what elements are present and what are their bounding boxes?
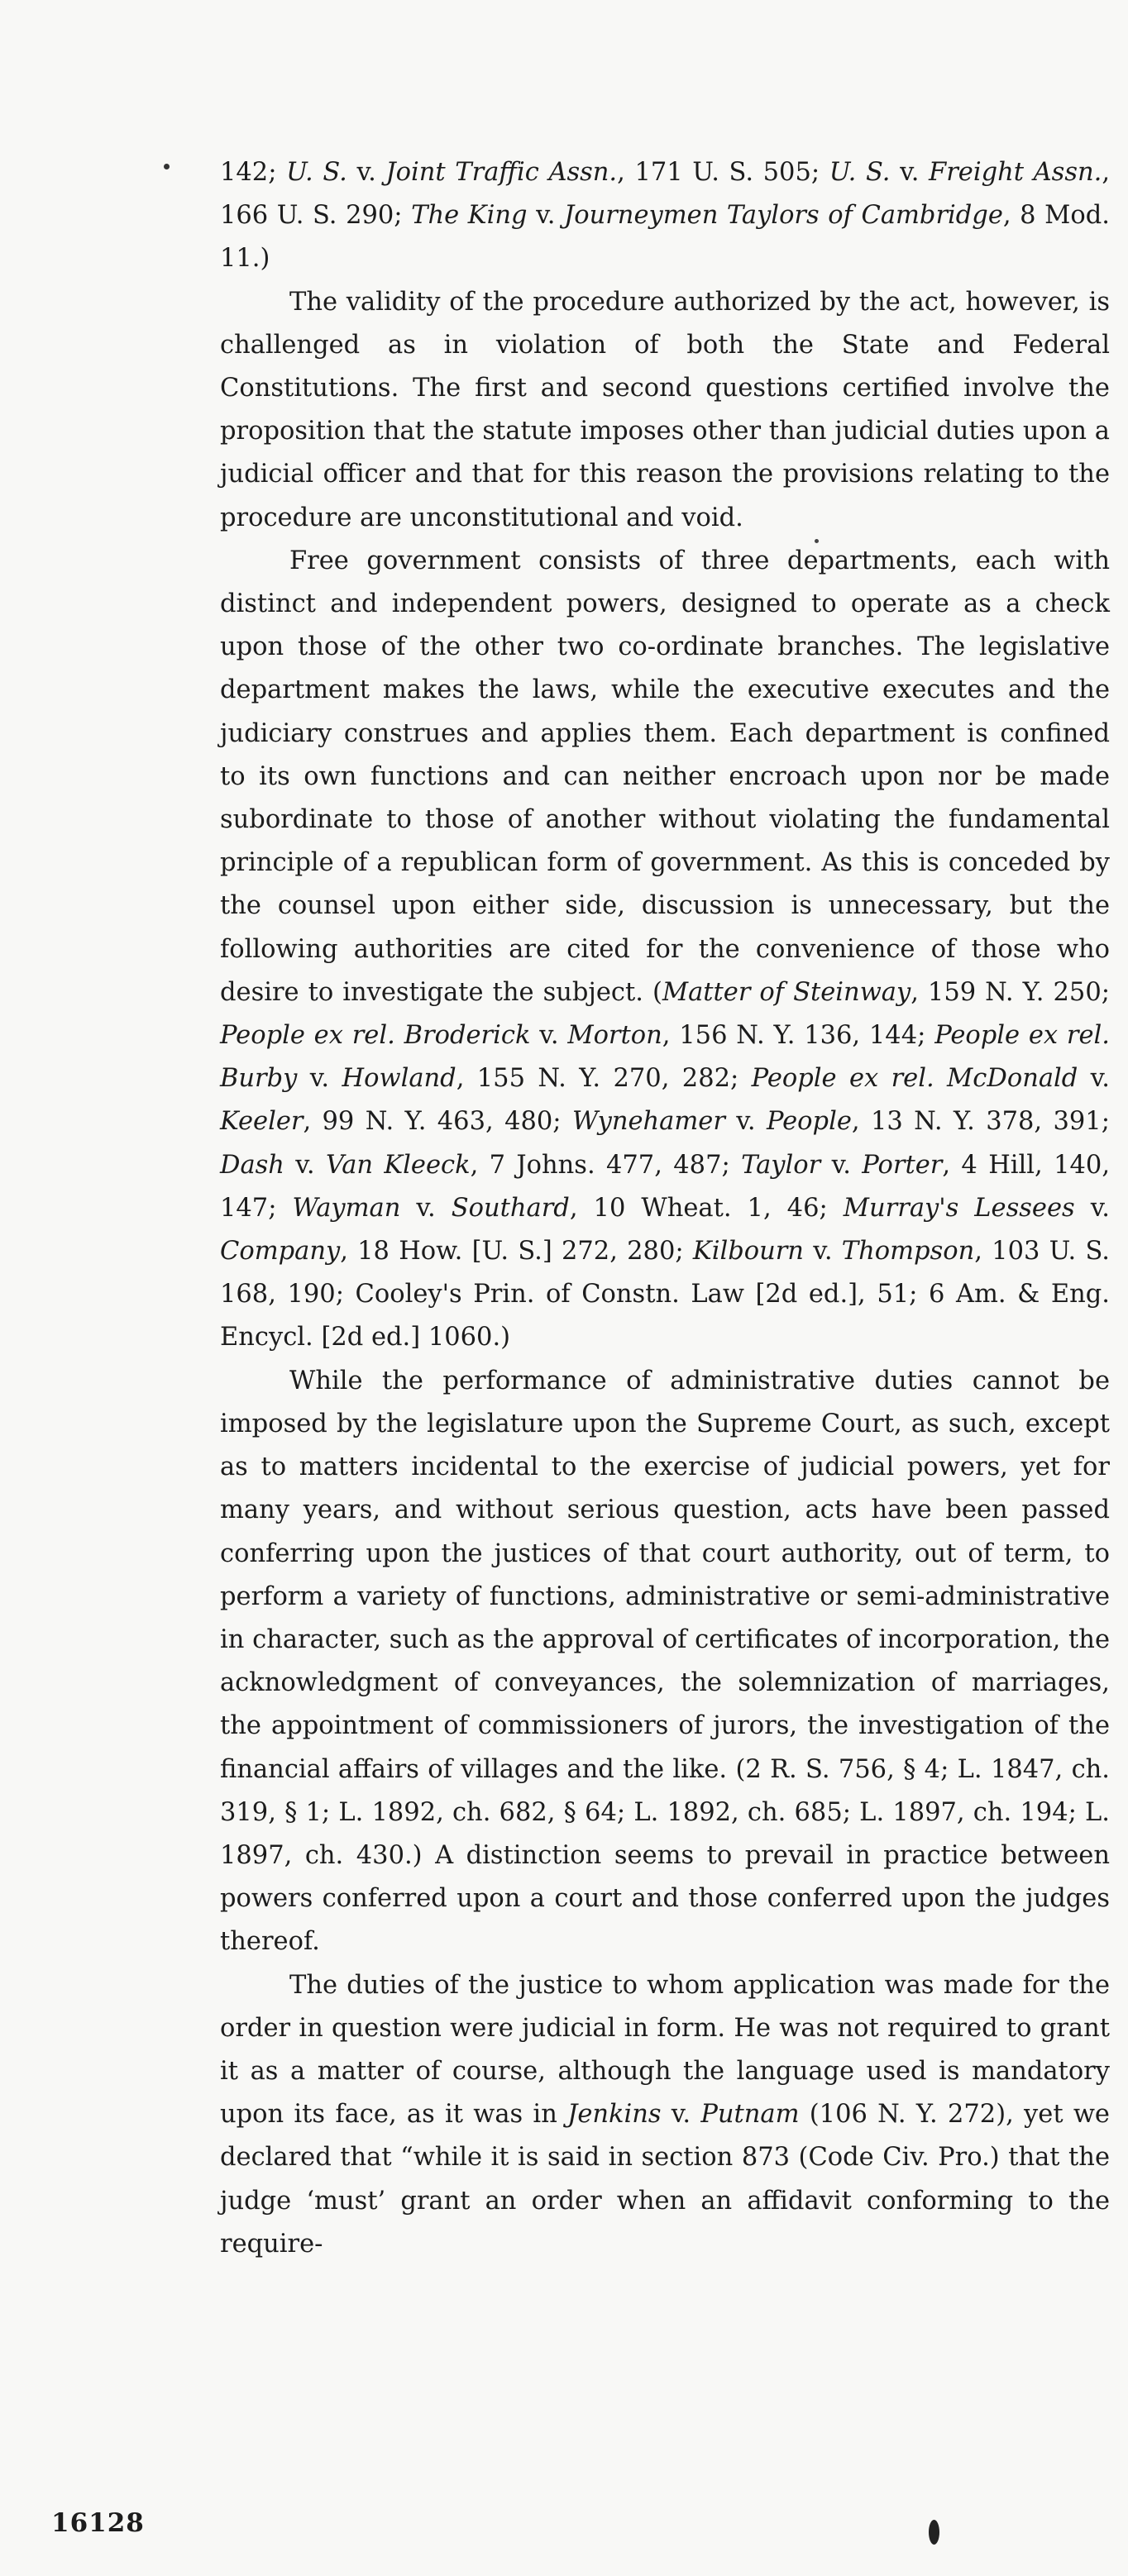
text-run: v. xyxy=(1074,1193,1110,1223)
case-name-italic: Company xyxy=(220,1237,341,1267)
paragraph-free-government xyxy=(220,540,1110,1360)
text-run: , 103 U. S. 168, 190; Cooley's Prin. of Constn. Law [2d ed.], 51; 6 Am. & Eng. Encycl. [2d ed.] 1060.) xyxy=(220,1237,1110,1352)
text-run: The validity of the procedure authorized by the act, however, is challenged as in violation of both the State and Federal Constitutions. The first and second questions certified involve the proposition that the statute imposes other than judicial duties upon a judicial officer and that for this reason the provisions relating to the procedure are unconstitutional and void. xyxy=(220,287,1110,532)
text-run: , 18 How. [U. S.] 272, 280; xyxy=(340,1237,693,1267)
text-run: , 4 Hill, 140, 147; xyxy=(220,1150,1111,1223)
case-name-italic: Howland xyxy=(342,1064,456,1094)
text-run: v. xyxy=(820,1150,863,1180)
text-run: v. xyxy=(1078,1064,1110,1094)
case-name-italic: Murray's Lessees xyxy=(843,1193,1075,1223)
text-run: The duties of the justice to whom application was made for the order in question were judicial in form. He was not required to grant it as a matter of course, although the language used is mandatory upon its face, as it was in xyxy=(220,1970,1110,2130)
text-run: (106 N. Y. 272), yet we declared that “while it is said in section 873 (Code Civ. Pro.) that the judge ‘must’ grant an order when an affidavit conforming to the require- xyxy=(220,2100,1110,2259)
case-name-italic: Freight Assn. xyxy=(929,158,1102,187)
text-run: , 99 N. Y. 463, 480; xyxy=(303,1107,572,1137)
body-text xyxy=(220,151,1110,2266)
paragraph-duties-of-justice xyxy=(220,1964,1110,2266)
text-run: v. xyxy=(297,1064,342,1094)
text-run: , 7 Johns. 477, 487; xyxy=(470,1150,742,1180)
case-name-italic: Dash xyxy=(220,1150,284,1180)
text-run: v. xyxy=(661,2100,701,2130)
case-name-italic: People ex rel. McDonald xyxy=(751,1064,1078,1094)
case-name-italic: Putnam xyxy=(700,2100,800,2130)
case-name-italic: Matter of Steinway xyxy=(662,977,911,1007)
paragraph-citation-continuation xyxy=(220,151,1110,281)
text-run: v. xyxy=(284,1150,326,1180)
margin-dot-mark xyxy=(164,164,170,169)
ink-smudge-mark xyxy=(929,2520,939,2545)
text-run: While the performance of administrative duties cannot be imposed by the legislature upon the Supreme Court, as such, except as to matters incidental to the exercise of judicial powers, yet for many years, and without serious question, acts have been passed conferring upon the justices of that court authority, out of term, to perform a variety of functions, administrative or semi-administrative in character, such as the approval of certificates of incorporation, the acknowledgment of conveyances, the solemnization of marriages, the appointment of commissioners of jurors, the investigation of the financial affairs of villages and the like. (2 R. S. 756, § 4; L. 1847, ch. 319, § 1; L. 1892, ch. 682, § 64; L. 1892, ch. 685; L. 1897, ch. 194; L. 1897, ch. 430.) A distinction seems to prevail in practice between powers conferred upon a court and those conferred upon the judges thereof. xyxy=(220,1366,1110,1957)
text-run: , 10 Wheat. 1, 46; xyxy=(569,1193,844,1223)
case-name-italic: People xyxy=(766,1107,852,1137)
case-name-italic: Thompson xyxy=(841,1237,975,1267)
case-name-italic: Van Kleeck xyxy=(325,1150,471,1180)
page-number: 16128 xyxy=(51,2508,145,2538)
text-run: , 159 N. Y. 250; xyxy=(911,977,1110,1007)
case-name-italic: The King xyxy=(411,201,528,231)
case-name-italic: U. S. xyxy=(829,158,891,187)
text-run: v. xyxy=(527,201,564,231)
case-name-italic: Journeymen Taylors of Cambridge xyxy=(563,201,1003,231)
case-name-italic: Porter xyxy=(862,1150,943,1180)
text-run: v. xyxy=(724,1107,767,1137)
case-name-italic: Taylor xyxy=(741,1150,821,1180)
text-run: Free government consists of three departments, each with distinct and independent powers, designed to operate as a check upon those of the other two co-ordinate branches. The legislative department makes the laws, while the executive executes and the judiciary construes and applies them. Each department is confined to its own functions and can neither encroach upon nor be made subordinate to those of another without violating the fundamental principle of a republican form of government. As this is conceded by the counsel upon either side, discussion is unnecessary, but the following authorities are cited for the convenience of those who desire to investigate the subject. ( xyxy=(220,546,1110,1007)
text-run: , 8 Mod. 11.) xyxy=(220,201,1110,274)
case-name-italic: Wynehamer xyxy=(571,1107,725,1137)
paragraph-administrative-duties xyxy=(220,1360,1110,1964)
text-run: , 155 N. Y. 270, 282; xyxy=(456,1064,752,1094)
text-run: , 156 N. Y. 136, 144; xyxy=(662,1021,935,1051)
text-run: , 13 N. Y. 378, 391; xyxy=(851,1107,1110,1137)
text-run: v. xyxy=(803,1237,842,1267)
case-name-italic: People ex rel. Broderick xyxy=(220,1021,531,1051)
case-name-italic: Joint Traffic Assn. xyxy=(385,158,618,187)
text-run: v. xyxy=(890,158,930,187)
case-name-italic: Southard xyxy=(451,1193,570,1223)
text-run: , 171 U. S. 505; xyxy=(617,158,829,187)
text-run: v. xyxy=(530,1021,568,1051)
text-run: v. xyxy=(400,1193,452,1223)
case-name-italic: Jenkins xyxy=(567,2100,662,2130)
case-name-italic: Wayman xyxy=(292,1193,401,1223)
case-name-italic: U. S. xyxy=(286,158,347,187)
case-name-italic: Morton xyxy=(567,1021,662,1051)
case-name-italic: People ex rel. Burby xyxy=(220,1021,1110,1094)
case-name-italic: Kilbourn xyxy=(692,1237,804,1267)
text-run: , 166 U. S. 290; xyxy=(220,158,1111,231)
text-run: 142; xyxy=(220,158,287,187)
case-name-italic: Keeler xyxy=(220,1107,304,1137)
text-run: v. xyxy=(347,158,386,187)
paragraph-validity-challenge xyxy=(220,281,1110,540)
